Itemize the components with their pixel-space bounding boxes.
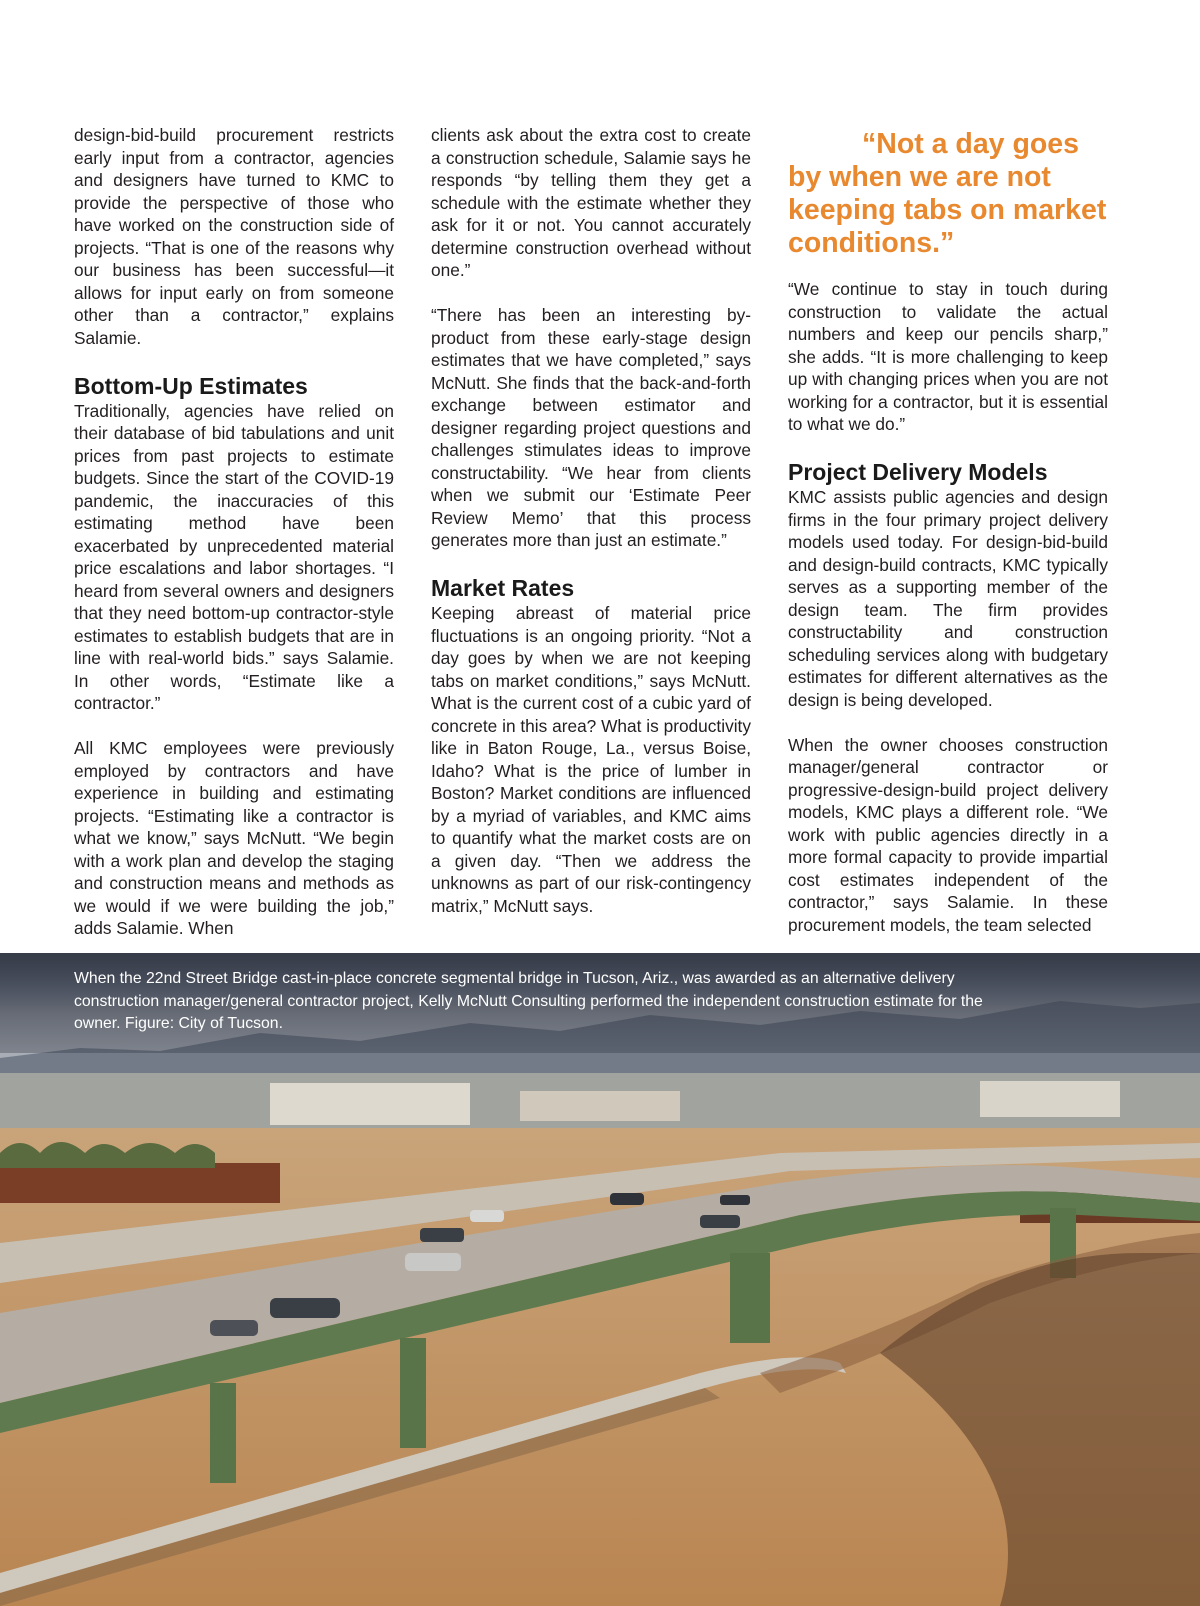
article-column-2 bbox=[431, 124, 751, 917]
buildings-2 bbox=[520, 1091, 680, 1121]
car bbox=[720, 1195, 750, 1205]
paragraph: Traditionally, agencies have relied on their database of bid tabulations and unit prices from past projects to estimate budgets. Since the start of the COVID-19 pandemic, the inaccuracies of this estimating method have been exacerbated by unprecedented material price escalations and labor shortages. “I heard from several owners and designers that they need bottom-up contractor-style estimates to establish budgets that are in line with real-world bids.” says Salamie. In other words, “Estimate like a contractor.” bbox=[74, 400, 394, 713]
car bbox=[700, 1215, 740, 1228]
car bbox=[420, 1228, 464, 1242]
section-heading-bottom-up-estimates: Bottom-Up Estimates bbox=[74, 372, 308, 399]
paragraph: All KMC employees were previously employed by contractors and have experience in building and estimating projects. “Estimating like a contractor is what we know,” says McNutt. “We begin with a work plan and develop the staging and construction means and methods as we would if we were building the job,” adds Salamie. When bbox=[74, 738, 394, 938]
bridge-illustration bbox=[0, 953, 1200, 1606]
pull-quote bbox=[788, 124, 1108, 260]
paragraph: Keeping abreast of material price fluctuations is an ongoing priority. “Not a day goes by when we are not keeping tabs on market conditions,” says McNutt. What is the current cost of a cubic yard of concrete in this area? What is productivity like in Baton Rouge, La., versus Boise, Idaho? What is the price of lumber in Boston? Market conditions are influenced by a myriad of variables, and KMC aims to quantify what the market costs are on a given day. “Then we address the unknowns as part of our risk-contingency matrix,” McNutt says. bbox=[431, 603, 751, 916]
buildings-3 bbox=[980, 1081, 1120, 1117]
section-heading-project-delivery-models: Project Delivery Models bbox=[788, 459, 1048, 485]
buildings-1 bbox=[270, 1083, 470, 1125]
figure-caption: When the 22nd Street Bridge cast-in-place concrete segmental bridge in Tucson, Ariz., was awarded as an alternative delivery construction manager/general contractor project, Kelly McNutt Consulting performed the independent construction estimate for the owner. Figure: City of Tucson. bbox=[74, 970, 983, 1032]
article-column-1 bbox=[74, 124, 394, 940]
car bbox=[210, 1320, 258, 1336]
paragraph: “We continue to stay in touch during construction to validate the actual numbers and keep our pencils sharp,” she adds. “It is more challenging to keep up with changing prices when you are not working for a contractor, but it is essential to what we do.” bbox=[788, 279, 1108, 434]
paragraph: KMC assists public agencies and design firms in the four primary project delivery models used today. For design-bid-build and design-build contracts, KMC typically serves as a supporting member of the design team. The firm provides constructability and construction scheduling services along with budgetary estimates for different alternatives as the design is being developed. bbox=[788, 487, 1108, 710]
bridge-pier-2 bbox=[400, 1338, 426, 1448]
car bbox=[610, 1193, 644, 1205]
paragraph: clients ask about the extra cost to create a construction schedule, Salamie says he responds “by telling them they get a schedule with the estimate whether they ask for it or not. You cannot accurately determine construction overhead without one.” bbox=[431, 125, 751, 280]
section-heading-market-rates: Market Rates bbox=[431, 575, 575, 601]
car bbox=[405, 1253, 461, 1271]
bridge-pier-1 bbox=[210, 1383, 236, 1483]
article-column-3 bbox=[788, 124, 1108, 936]
car bbox=[470, 1210, 504, 1222]
paragraph: When the owner chooses construction manager/general contractor or progressive-design-build project delivery models, KMC plays a different role. “We work with public agencies directly in a more formal capacity to provide impartial cost estimates independent of the contractor,” says Salamie. In these procurement models, the team selected bbox=[788, 734, 1108, 935]
paragraph: “There has been an interesting by-product from these early-stage design estimates that we have completed,” says McNutt. She finds that the back-and-forth exchange between estimator and designer regarding project questions and challenges stimulates ideas to improve constructability. “We hear from clients when we submit our ‘Estimate Peer Review Memo’ that this process generates more than just an estimate.” bbox=[431, 305, 751, 550]
car bbox=[270, 1298, 340, 1318]
bridge-pier-3 bbox=[730, 1253, 770, 1343]
pull-quote-text: “Not a day goes by when we are not keeping tabs on market conditions.” bbox=[788, 128, 1107, 259]
wall-left bbox=[0, 1163, 280, 1203]
bridge-rendering-figure bbox=[0, 953, 1200, 1606]
paragraph: design-bid-build procurement restricts early input from a contractor, agencies and designers have turned to KMC to provide the perspective of those who have worked on the construction side of projects. “That is one of the reasons why our business has been successful—it allows for input early on from someone other than a contractor,” explains Salamie. bbox=[74, 125, 394, 348]
